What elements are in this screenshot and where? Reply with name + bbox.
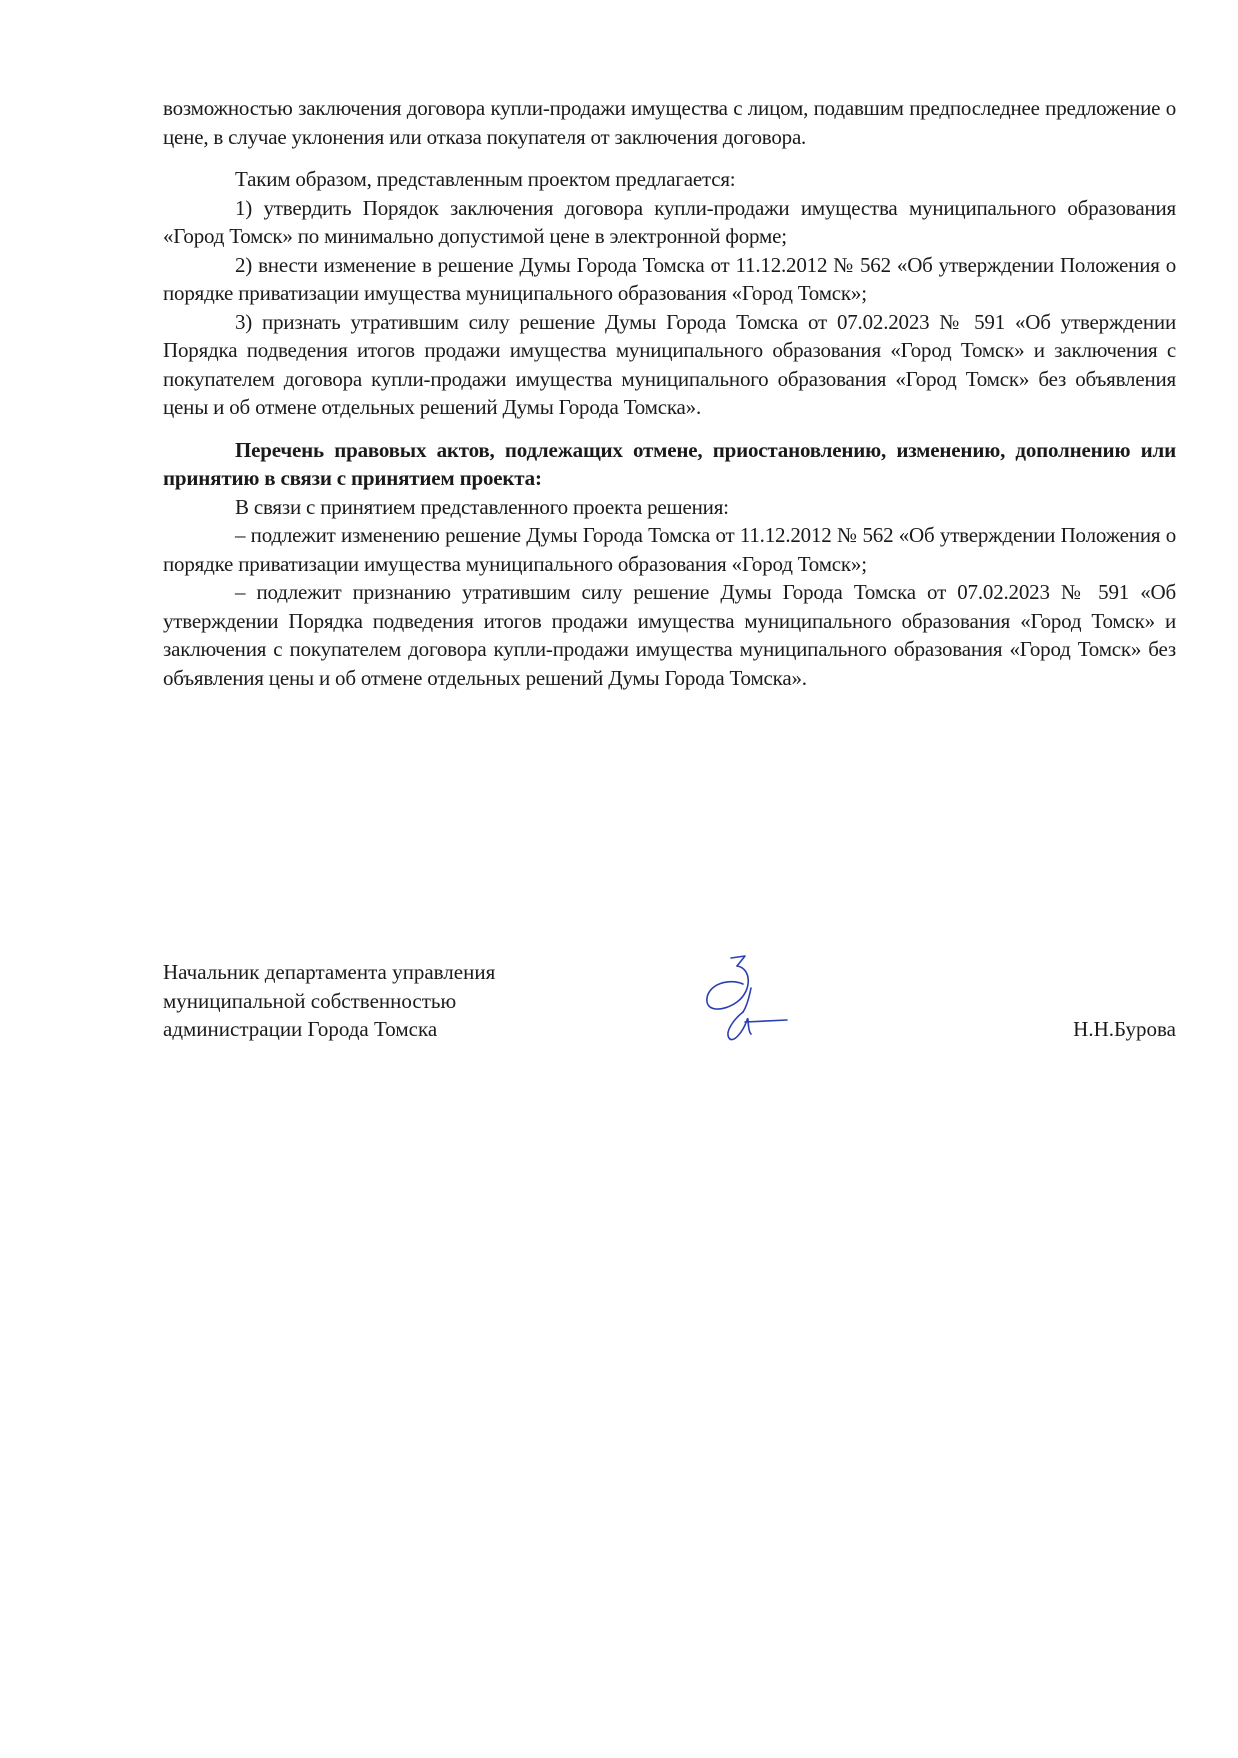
paragraph-item-2: 2) внести изменение в решение Думы Города Томска от 11.12.2012 № 562 «Об утверждении Положения о порядке приватизации имущества муниципального образования «Город Томск»; (163, 252, 1176, 305)
paragraph-context: В связи с принятием представленного проекта решения: (235, 494, 729, 519)
document-body (163, 94, 1176, 692)
signatory-position (163, 958, 495, 1044)
paragraph-repeal: – подлежит признанию утратившим силу решение Думы Города Томска от 07.02.2023 № 591 «Об утверждении Порядка подведения итогов продажи имущества муниципального образования «Город Томск» и заключения с покупателем договора купли-продажи имущества муниципального образования «Город Томск» без объявления цены и об отмене отдельных решений Думы Города Томска». (163, 580, 1176, 690)
position-line: муниципальной собственностью (163, 988, 457, 1013)
position-line: администрации Города Томска (163, 1017, 438, 1041)
paragraph-item-3: 3) признать утратившим силу решение Думы Города Томска от 07.02.2023 № 591 «Об утверждении Порядка подведения итогов продажи имущества муниципального образования «Город Томск» и заключения с покупателем договора купли-продажи имущества муниципального образования «Город Томск» без объявления цены и об отмене отдельных решений Думы Города Томска». (163, 309, 1176, 419)
signature-block (163, 958, 1176, 1048)
paragraph-intro: Таким образом, представленным проектом предлагается: (235, 167, 736, 191)
section-heading: Перечень правовых актов, подлежащих отмене, приостановлению, изменению, дополнению или принятию в связи с принятием проекта: (163, 437, 1176, 490)
position-line: Начальник департамента управления (163, 960, 496, 984)
signatory-name: Н.Н.Бурова (1073, 1017, 1176, 1041)
paragraph-change: – подлежит изменению решение Думы Города Томска от 11.12.2012 № 562 «Об утверждении Положения о порядке приватизации имущества муниципального образования «Город Томск»; (163, 523, 1176, 576)
paragraph-continuation: возможностью заключения договора купли-продажи имущества с лицом, подавшим предпоследнее предложение о цене, в случае уклонения или отказа покупателя от заключения договора. (163, 96, 1176, 149)
paragraph-item-1: 1) утвердить Порядок заключения договора купли-продажи имущества муниципального образования «Город Томск» по минимально допустимой цене в электронной форме; (163, 195, 1176, 248)
handwritten-signature-icon (693, 950, 803, 1050)
